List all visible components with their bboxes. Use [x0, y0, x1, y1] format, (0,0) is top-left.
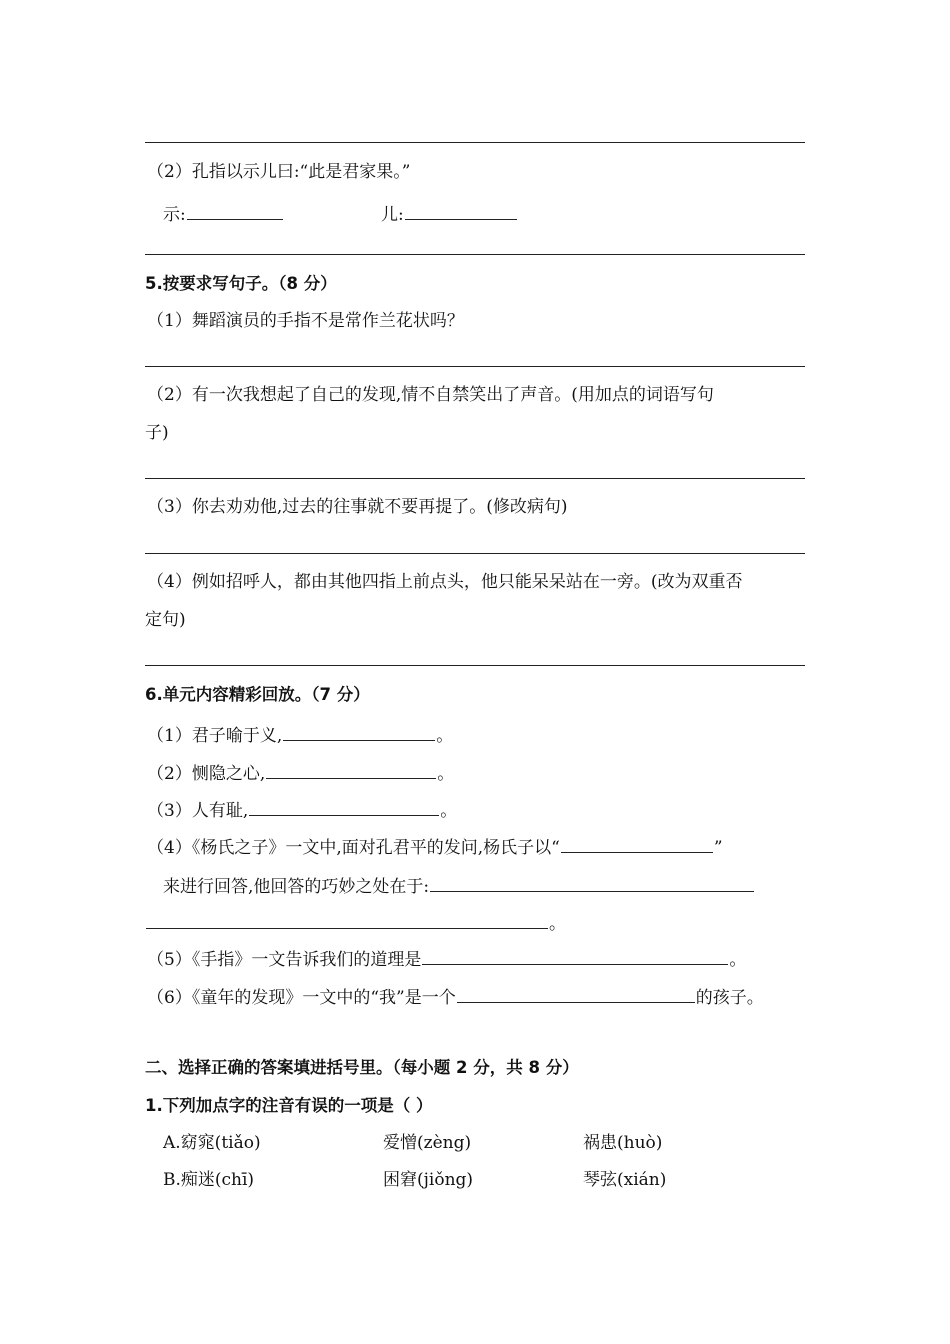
option-a-item-1[interactable]: A.窈窕(tiǎo) [163, 1133, 261, 1153]
fill-question [147, 984, 764, 1008]
answer-line[interactable] [145, 553, 805, 554]
answer-line[interactable] [145, 142, 805, 143]
quote-close: ” [713, 838, 723, 858]
option-b-item-1[interactable]: B.痴迷(chī) [163, 1170, 255, 1190]
fill-question [147, 946, 746, 970]
question-title: 1.下列加点字的注音有误的一项是（ ） [145, 1096, 433, 1115]
question-text: （1）君子喻于义, [147, 726, 283, 746]
period: 。 [440, 801, 458, 821]
fill-question [163, 873, 755, 897]
fill-question [147, 760, 454, 784]
fill-blank[interactable] [422, 946, 728, 965]
answer-line[interactable] [145, 665, 805, 666]
question-text: （1）舞蹈演员的手指不是常作兰花状吗？ [147, 311, 464, 331]
fill-question [147, 834, 723, 858]
question-text: 的孩子。 [695, 988, 764, 1008]
fill-question [147, 722, 453, 746]
fill-blank[interactable] [405, 201, 517, 220]
fill-label [381, 201, 518, 225]
question-text: （5）《手指》一文告诉我们的道理是 [147, 950, 422, 970]
fill-blank[interactable] [561, 834, 713, 853]
fill-question [147, 797, 457, 821]
option-b-item-2: 困窘(jiǒng) [383, 1170, 474, 1190]
fill-question [145, 910, 566, 934]
fill-blank[interactable] [187, 201, 283, 220]
period: 。 [729, 950, 747, 970]
fill-label-text: 示: [163, 205, 186, 225]
period: 。 [437, 764, 455, 784]
fill-blank[interactable] [283, 722, 435, 741]
question-text: （4）《杨氏之子》一文中,面对孔君平的发问,杨氏子以“ [147, 838, 560, 858]
question-text: （3）你去劝劝他,过去的往事就不要再提了。(修改病句) [147, 497, 568, 517]
section-title: 5.按要求写句子。（8 分） [145, 274, 337, 293]
answer-line[interactable] [145, 254, 805, 255]
question-text: （6）《童年的发现》一文中的“我”是一个 [147, 988, 456, 1008]
question-text: （2）有一次我想起了自己的发现,情不自禁笑出了声音。(用加点的词语写句 [147, 385, 714, 405]
question-text: （4）例如招呼人，都由其他四指上前点头，他只能呆呆站在一旁。(改为双重否 [147, 572, 743, 592]
answer-line[interactable] [145, 366, 805, 367]
question-text: （2）恻隐之心, [147, 764, 266, 784]
option-a-item-2: 爱憎(zèng) [383, 1133, 472, 1153]
question-text: （3）人有耻, [147, 801, 249, 821]
question-text: 来进行回答,他回答的巧妙之处在于: [163, 877, 430, 897]
answer-line[interactable] [145, 478, 805, 479]
question-text: （2）孔指以示儿曰:“此是君家果。” [147, 162, 411, 182]
question-text: 子) [145, 423, 169, 443]
section-title: 6.单元内容精彩回放。（7 分） [145, 685, 370, 704]
period: 。 [549, 914, 566, 934]
option-a-item-3: 祸患(huò) [583, 1133, 663, 1153]
fill-blank[interactable] [457, 984, 695, 1003]
question-text: 定句) [145, 610, 186, 630]
fill-blank[interactable] [146, 910, 548, 929]
period: 。 [436, 726, 454, 746]
fill-blank[interactable] [266, 760, 436, 779]
part-title: 二、选择正确的答案填进括号里。（每小题 2 分，共 8 分） [145, 1058, 579, 1077]
option-b-item-3: 琴弦(xián) [583, 1170, 667, 1190]
fill-label [163, 201, 284, 225]
fill-blank[interactable] [249, 797, 439, 816]
fill-label-text: 儿: [381, 205, 404, 225]
fill-blank[interactable] [430, 873, 754, 892]
